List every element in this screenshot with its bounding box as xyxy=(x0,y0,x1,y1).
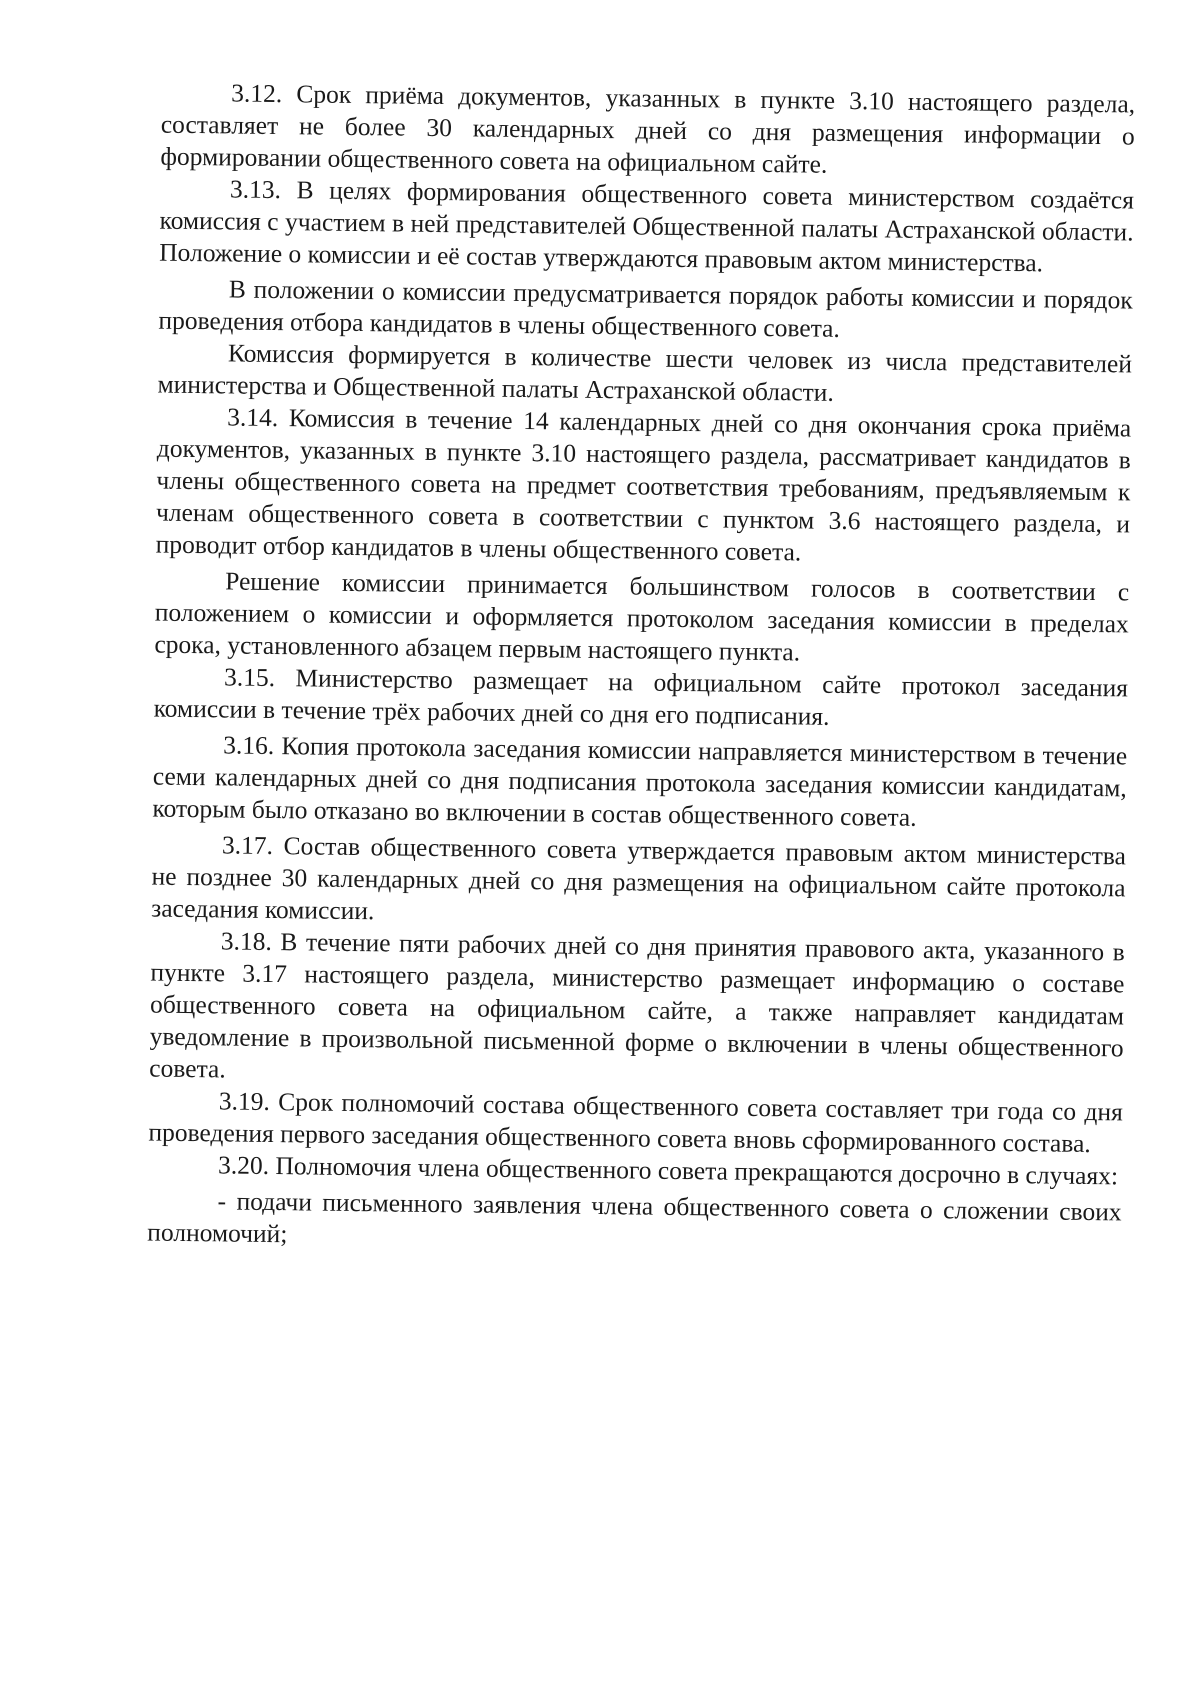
paragraph-3-13: 3.13. В целях формирования общественного совета министерством создаётся комиссия с участием в ней представителей Общественной палаты Астраханской области. Положение о комиссии и её состав утверждаются правовым актом министерства. xyxy=(159,174,1135,278)
paragraph-commission-regulation: В положении о комиссии предусматривается порядок работы комиссии и порядок проведения отбора кандидатов в члены общественного совета. xyxy=(158,274,1133,343)
paragraph-3-12: 3.12. Срок приёма документов, указанных в пункте 3.10 настоящего раздела, составляет не более 30 календарных дней со дня размещения информации о формировании общественного совета на официальном сайте. xyxy=(160,78,1136,179)
paragraph-3-14: 3.14. Комиссия в течение 14 календарных дней со дня окончания срока приёма документов, указанных в пункте 3.10 настоящего раздела, рассматривает кандидатов в члены общественного совета на предмет соответствия требованиям, предъявляемым к членам общественного совета в соответствии с пунктом 3.6 настоящего раздела, и проводит отбор кандидатов в члены общественного совета. xyxy=(155,402,1132,567)
paragraph-commission-decision: Решение комиссии принимается большинством голосов в соответствии с положением о комиссии и оформляется протоколом заседания комиссии в пределах срока, установленного абзацем первым настоящего пункта. xyxy=(154,566,1130,667)
paragraph-3-15: 3.15. Министерство размещает на официальном сайте протокол заседания комиссии в течение трёх рабочих дней со дня его подписания. xyxy=(153,662,1129,731)
paragraph-3-16: 3.16. Копия протокола заседания комиссии направляется министерством в течение семи календарных дней со дня подписания протокола заседания комиссии кандидатам, которым было отказано во включении в состав общественного совета. xyxy=(152,730,1128,832)
paragraph-commission-composition: Комиссия формируется в количестве шести человек из числа представителей министерства и Общественной палаты Астраханской области. xyxy=(157,338,1133,407)
paragraph-3-19: 3.19. Срок полномочий состава общественного совета составляет три года со дня проведения первого заседания общественного совета вновь сформированного состава. xyxy=(148,1086,1123,1159)
document-body xyxy=(147,77,1135,1261)
paragraph-3-20: 3.20. Полномочия члена общественного совета прекращаются досрочно в случаях: xyxy=(217,1150,1119,1191)
list-item-resignation: - подачи письменного заявления члена общественного совета о сложении своих полномочий; xyxy=(147,1186,1122,1249)
paragraph-3-18: 3.18. В течение пяти рабочих дней со дня принятия правового акта, указанного в пункте 3.17 настоящего раздела, министерство размещает информацию о составе общественного совета на официальном сайте, а также направляет кандидатам уведомление в произвольной письменной форме о включении в члены общественного совета. xyxy=(149,926,1125,1084)
paragraph-3-17: 3.17. Состав общественного совета утверждается правовым актом министерства не позднее 30 календарных дней со дня размещения на официальном сайте протокола заседания комиссии. xyxy=(151,830,1127,926)
